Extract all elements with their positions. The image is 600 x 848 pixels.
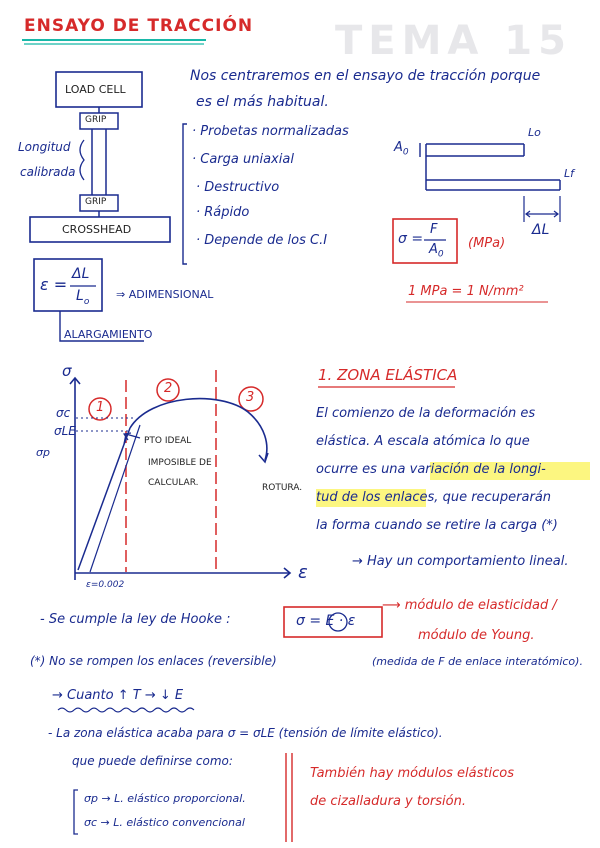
stress-formula-lhs: σ =: [398, 231, 424, 247]
limite-elastico-note-2: que puede definirse como:: [72, 754, 233, 768]
stress-strain-curve: [130, 399, 267, 460]
zona-elastica-line: la forma cuando se retire la carga (*): [316, 518, 558, 533]
strain-formula-lhs: ε =: [40, 275, 68, 294]
zone-2-label: 2: [164, 381, 173, 396]
adimensional-note: ⇒ ADIMENSIONAL: [116, 288, 214, 301]
rotura-label: ROTURA.: [262, 483, 303, 493]
zone-1-label: 1: [96, 400, 105, 415]
lo-label: Lo: [528, 126, 541, 139]
property-item: · Carga uniaxial: [192, 152, 294, 167]
elastic-line: [78, 428, 130, 570]
ideal-point-note-3: CALCULAR.: [148, 478, 199, 488]
zona-elastica-line: ocurre es una variación de la longi-: [316, 462, 546, 477]
property-item: · Destructivo: [196, 180, 280, 195]
property-item: · Rápido: [196, 205, 250, 220]
zona-elastica-line: → Hay un comportamiento lineal.: [352, 554, 569, 569]
modulo-elasticidad-1: ⟶ módulo de elasticidad /: [382, 598, 557, 613]
limite-elastico-note: - La zona elástica acaba para σ = σLE (tensión de límite elástico).: [48, 726, 443, 740]
hooke-law-text: - Se cumple la ley de Hooke :: [40, 612, 231, 627]
sigma-c-definition: σc → L. elástico convencional: [84, 816, 245, 829]
zona-elastica-heading: 1. ZONA ELÁSTICA: [318, 366, 458, 384]
mpa-conversion: 1 MPa = 1 N/mm²: [408, 284, 524, 299]
ideal-point-note-2: IMPOSIBLE DE: [148, 458, 212, 468]
modulo-elasticidad-3: (medida de F de enlace interatómico).: [372, 655, 583, 668]
stress-unit: (MPa): [468, 236, 506, 251]
offset-label: ε=0.002: [86, 580, 125, 590]
otros-modulos-1: También hay módulos elásticos: [310, 766, 514, 781]
property-item: · Depende de los C.I: [196, 233, 328, 248]
delta-l-label: ΔL: [532, 222, 550, 238]
load-cell-label: LOAD CELL: [65, 83, 126, 96]
stress-formula-den: $A_0$: [429, 242, 444, 260]
area-label: $A_0$: [394, 140, 409, 158]
strain-formula-den: $L_o$: [76, 288, 90, 307]
crosshead-label: CROSSHEAD: [62, 223, 132, 236]
offset-line: [90, 425, 140, 572]
stress-formula-num: F: [430, 222, 438, 237]
zona-elastica-line: El comienzo de la deformación es: [316, 406, 536, 421]
gauge-length-label-2: calibrada: [20, 165, 76, 179]
lf-label: Lf: [564, 167, 575, 180]
sigma-p-label: σp: [36, 446, 50, 459]
zona-elastica-line: elástica. A escala atómica lo que: [316, 434, 530, 449]
page-title: ENSAYO DE TRACCIÓN: [24, 16, 254, 36]
intro-line-1: Nos centraremos en el ensayo de tracción porque: [190, 68, 541, 84]
intro-line-2: es el más habitual.: [196, 94, 329, 110]
ideal-point-note-1: PTO IDEAL: [144, 436, 192, 446]
otros-modulos-2: de cizalladura y torsión.: [310, 794, 466, 809]
grip-top-label: GRIP: [85, 115, 107, 125]
zona-elastica-line: tud de los enlaces, que recuperarán: [316, 490, 552, 505]
hooke-formula: σ = E · ε: [296, 613, 356, 629]
alargamiento-label: ALARGAMIENTO: [64, 328, 153, 341]
strain-formula-num: ΔL: [72, 266, 90, 282]
gauge-length-label-1: Longitud: [18, 140, 71, 154]
sigma-le-label: σLE: [54, 424, 76, 438]
modulo-elasticidad-2: módulo de Young.: [418, 628, 535, 643]
y-axis-label: σ: [62, 362, 72, 380]
bleed-through-text: TEMA 15: [335, 18, 572, 64]
asterisk-note: (*) No se rompen los enlaces (reversible): [30, 654, 277, 668]
x-axis-label: ε: [298, 562, 308, 583]
zone-3-label: 3: [246, 390, 255, 405]
sigma-c-label: σc: [56, 406, 71, 420]
temperature-note: → Cuanto ↑ T → ↓ E: [52, 688, 184, 703]
sigma-p-definition: σp → L. elástico proporcional.: [84, 792, 246, 805]
grip-bottom-label: GRIP: [85, 197, 107, 207]
property-item: · Probetas normalizadas: [192, 124, 349, 139]
